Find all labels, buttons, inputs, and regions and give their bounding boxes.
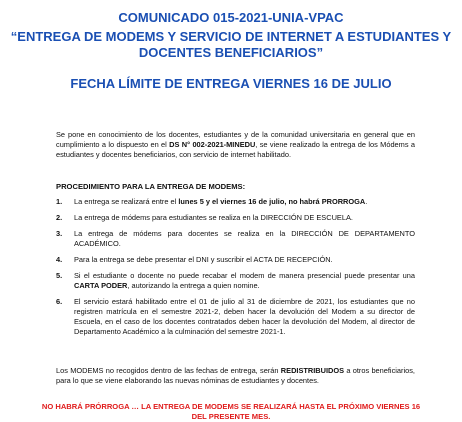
warning-notice: NO HABRÁ PRÓRROGA … LA ENTREGA DE MODEMS SE REALIZARÁ HASTA EL PRÓXIMO VIERNES 16 DEL PRESENTE MES.: [41, 402, 421, 421]
item-bold: lunes 5 y el viernes 16 de julio, no habrá PRORROGA: [178, 197, 366, 206]
item-text: La entrega de módems para docentes se realiza en la DIRECCIÓN DE DEPARTAMENTO ACADÉMICO.: [74, 229, 415, 248]
item-text: El servicio estará habilitado entre el 01 de julio al 31 de diciembre de 2021, los estudiantes que no registren matrícula en el semestre 2021-2, deben hacer la devolución del Modem a su director de Escuela, en el caso de los docentes contratados deben hacer la devolución del Modem, al director de Departamento Académico a la culminación del semestre 2021-1.: [74, 297, 415, 336]
document-title: COMUNICADO 015-2021-UNIA-VPAC: [118, 10, 344, 25]
list-item: [56, 229, 415, 249]
list-item: [56, 297, 415, 337]
list-item: [56, 271, 415, 291]
procedure-list: [56, 197, 415, 343]
item-text: Si el estudiante o docente no puede recabar el modem de manera presencial puede presentar una: [74, 271, 415, 280]
item-bold: CARTA PODER: [74, 281, 128, 290]
document-subtitle: “ENTREGA DE MODEMS Y SERVICIO DE INTERNET A ESTUDIANTES Y DOCENTES BENEFICIARIOS”: [10, 29, 452, 60]
closing-paragraph: [56, 366, 415, 386]
intro-text-1: Se pone en conocimiento de los docentes, estudiantes y de la comunidad universitaria en general que en cumplimiento a lo dispuesto en el: [56, 130, 415, 149]
item-text: .: [365, 197, 368, 206]
closing-text-2: a otros beneficiarios, para lo que se viene elaborando las nuevas nóminas de estudiantes y docentes.: [56, 366, 415, 385]
item-text: Para la entrega se debe presentar el DNI y suscribir el ACTA DE RECEPCIÓN.: [74, 255, 333, 264]
deadline-heading: FECHA LÍMITE DE ENTREGA VIERNES 16 DE JULIO: [70, 76, 392, 91]
intro-text-2: , se viene realizado la entrega de los Módems a estudiantes y docentes beneficiarios, con servicio de internet habilitado.: [56, 140, 415, 159]
item-text: , autorizando la entrega a quien nomine.: [127, 281, 260, 290]
closing-text-1: Los MODEMS no recogidos dentro de las fechas de entrega, serán: [56, 366, 281, 375]
closing-bold: REDISTRIBUIDOS: [280, 366, 345, 375]
decree-reference: DS N° 002-2021-MINEDU: [169, 140, 256, 149]
item-text: La entrega de módems para estudiantes se realiza en la DIRECCIÓN DE ESCUELA.: [74, 213, 353, 222]
procedure-title: PROCEDIMIENTO PARA LA ENTREGA DE MODEMS:: [56, 182, 246, 191]
item-text: La entrega se realizará entre el: [74, 197, 179, 206]
intro-paragraph: [56, 130, 415, 160]
item-number: 5.: [56, 271, 63, 280]
item-number: 1.: [56, 197, 63, 206]
item-number: 4.: [56, 255, 63, 264]
list-item: [56, 197, 415, 207]
item-number: 6.: [56, 297, 63, 306]
list-item: [56, 213, 415, 223]
item-number: 3.: [56, 229, 63, 238]
item-number: 2.: [56, 213, 63, 222]
list-item: [56, 255, 415, 265]
